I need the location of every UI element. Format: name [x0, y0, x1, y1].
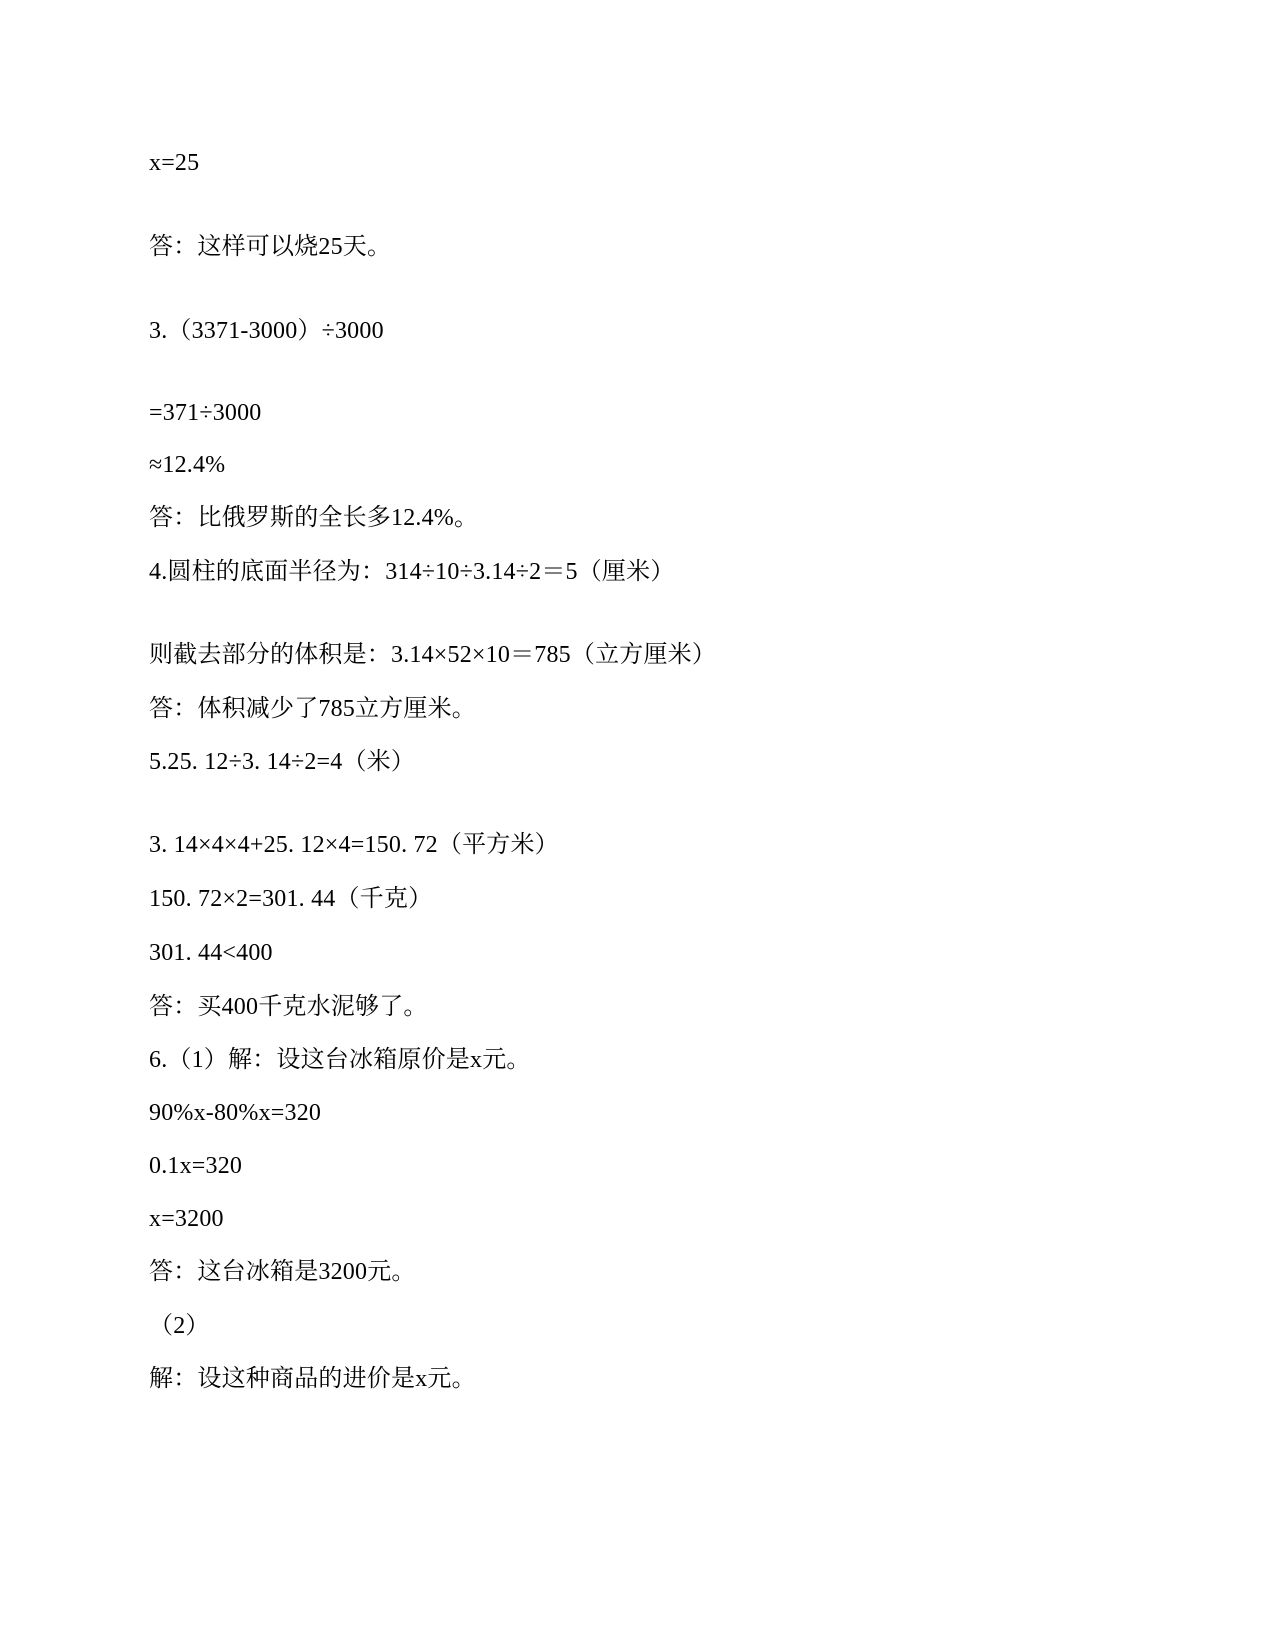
- answer-line: 答：体积减少了785立方厘米。: [149, 696, 476, 722]
- equation-line: ≈12.4%: [149, 452, 226, 478]
- answer-line: 答：这台冰箱是3200元。: [149, 1259, 416, 1285]
- equation-line: x=25: [149, 150, 200, 176]
- answer-line: 答：比俄罗斯的全长多12.4%。: [149, 505, 479, 531]
- equation-line: 150. 72×2=301. 44（千克）: [149, 886, 433, 912]
- equation-line: =371÷3000: [149, 400, 262, 426]
- problem-line: 5.25. 12÷3. 14÷2=4（米）: [149, 749, 416, 775]
- problem-line: 4.圆柱的底面半径为：314÷10÷3.14÷2＝5（厘米）: [149, 559, 675, 585]
- problem-line: 6.（1）解：设这台冰箱原价是x元。: [149, 1047, 531, 1073]
- problem-line: 解：设这种商品的进价是x元。: [149, 1366, 476, 1392]
- equation-line: x=3200: [149, 1206, 224, 1232]
- equation-line: 则截去部分的体积是：3.14×52×10＝785（立方厘米）: [149, 642, 717, 668]
- problem-line: （2）: [149, 1313, 210, 1339]
- equation-line: 3. 14×4×4+25. 12×4=150. 72（平方米）: [149, 832, 559, 858]
- equation-line: 90%x-80%x=320: [149, 1100, 322, 1126]
- answer-line: 答：这样可以烧25天。: [149, 234, 392, 260]
- problem-line: 3.（3371-3000）÷3000: [149, 318, 384, 344]
- equation-line: 0.1x=320: [149, 1153, 243, 1179]
- answer-line: 答：买400千克水泥够了。: [149, 994, 428, 1020]
- equation-line: 301. 44<400: [149, 940, 273, 966]
